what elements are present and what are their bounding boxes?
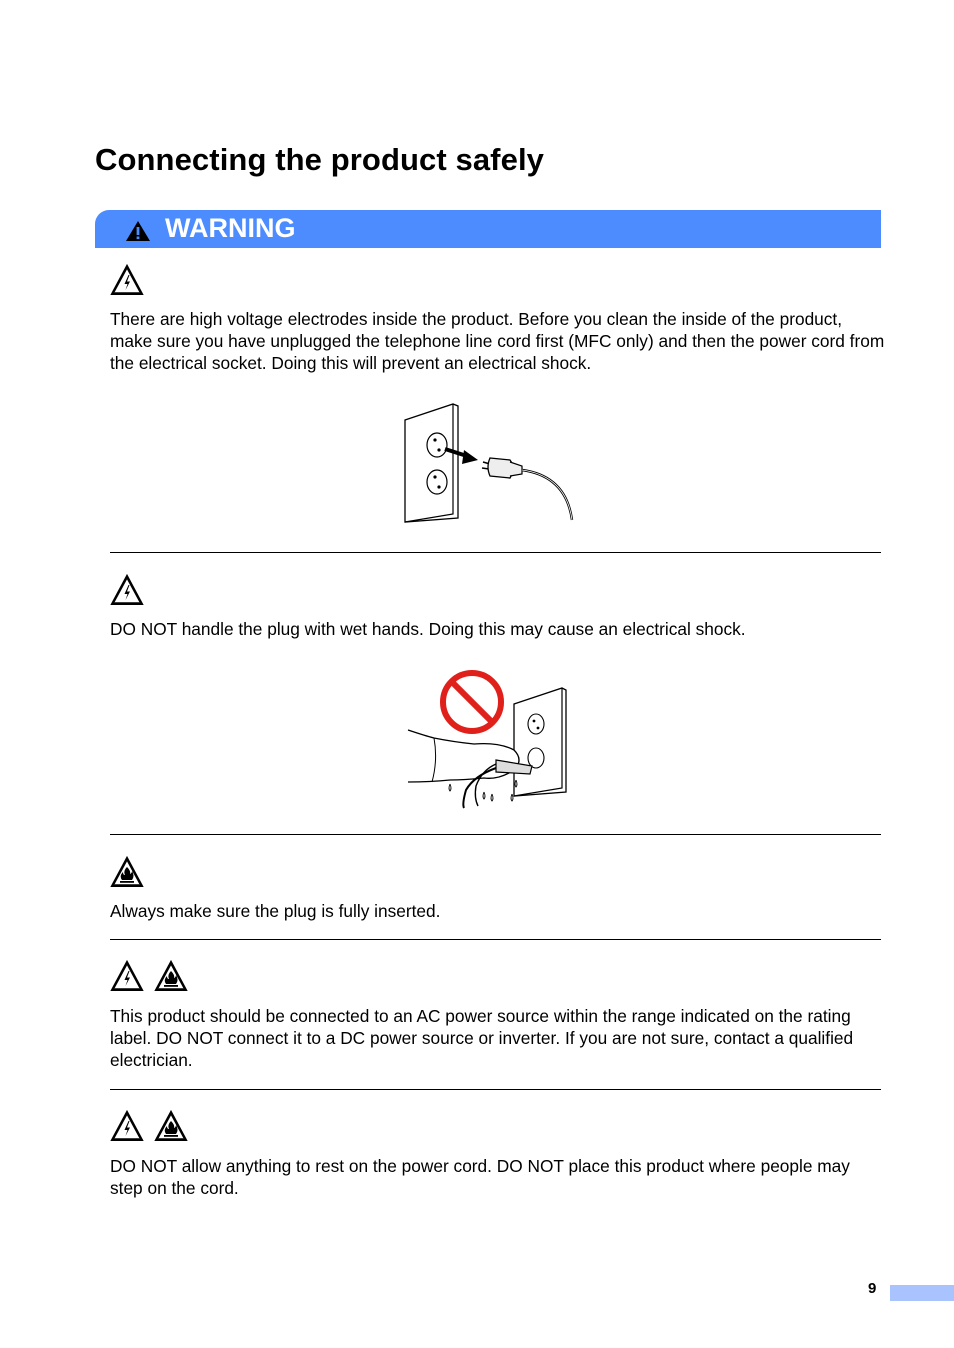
section-text: DO NOT allow anything to rest on the power cord. DO NOT place this product where people may step on the cord.	[110, 1156, 850, 1198]
section-divider	[110, 552, 881, 553]
electrical-hazard-icon	[110, 960, 144, 992]
fire-hazard-icon	[154, 960, 188, 992]
section-text: There are high voltage electrodes inside the product. Before you clean the inside of the product, make sure you have unplugged the telephone line cord first (MFC only) and then the power cord from the electrical socket. Doing this will prevent an electrical shock.	[110, 309, 885, 373]
hazard-icons	[110, 264, 154, 296]
electrical-hazard-icon	[110, 1110, 144, 1142]
wet-hands-prohibition-illustration	[404, 666, 570, 810]
page-tab	[890, 1285, 954, 1301]
hazard-icons	[110, 1110, 198, 1142]
hazard-icons	[110, 960, 198, 992]
warning-banner	[95, 210, 881, 248]
warning-triangle-icon	[125, 220, 151, 242]
electrical-hazard-icon	[110, 574, 144, 606]
section-text: DO NOT handle the plug with wet hands. Doing this may cause an electrical shock.	[110, 619, 746, 639]
fire-hazard-icon	[110, 856, 144, 888]
section-divider	[110, 834, 881, 835]
unplugging-illustration	[398, 402, 578, 524]
section-text: Always make sure the plug is fully inserted.	[110, 901, 441, 921]
section-divider	[110, 939, 881, 940]
section-divider	[110, 1089, 881, 1090]
page-number: 9	[868, 1280, 877, 1297]
page-title: Connecting the product safely	[95, 142, 544, 177]
electrical-hazard-icon	[110, 264, 144, 296]
warning-label: WARNING	[165, 213, 296, 243]
hazard-icons	[110, 856, 154, 888]
section-text: This product should be connected to an AC power source within the range indicated on the rating label. DO NOT connect it to a DC power source or inverter. If you are not sure, contact a qualified electrician.	[110, 1006, 854, 1070]
fire-hazard-icon	[154, 1110, 188, 1142]
hazard-icons	[110, 574, 154, 606]
